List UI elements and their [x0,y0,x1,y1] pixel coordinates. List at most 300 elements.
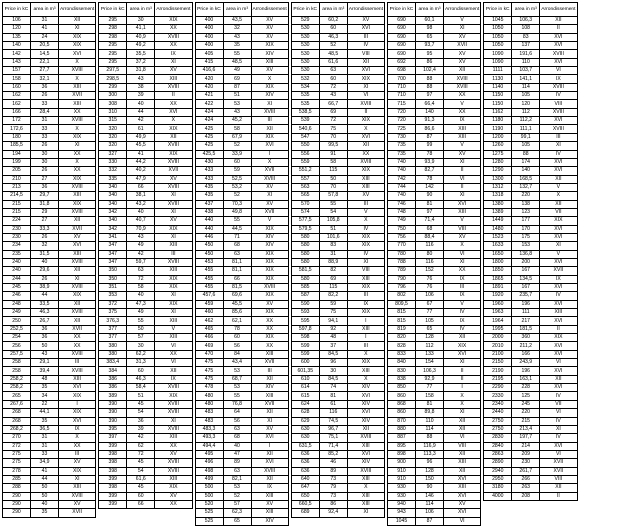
table-row [484,200,577,208]
cell-price: 715 [388,100,416,108]
table-row [388,192,481,200]
table-row [291,359,384,367]
cell-arrondissement: XVIII [540,83,577,91]
cell-price: 194 [3,150,31,158]
cell-arrondissement: XVIII [251,108,288,116]
cell-price: 400 [195,17,223,25]
cell-price: 298 [99,33,127,41]
cell-arrondissement: XIX [155,484,192,492]
cell-price: 205 [3,167,31,175]
cell-arrondissement: V [347,208,384,216]
table-row [291,217,384,225]
cell-area: 68 [416,225,444,233]
cell-arrondissement: IV [347,225,384,233]
cell-arrondissement: XVII [540,459,577,467]
cell-area: 41 [31,25,59,33]
cell-arrondissement: V [444,17,481,25]
column-header: area in m³ [319,3,347,17]
table-row [388,108,481,116]
table-row [3,183,96,191]
cell-area: 35 [31,384,59,392]
cell-area: 58 [223,125,251,133]
cell-area: 112 [416,342,444,350]
cell-price: 595 [291,317,319,325]
cell-area: 70 [319,183,347,191]
cell-arrondissement: VIII [347,50,384,58]
table-row [195,317,288,325]
cell-arrondissement: XVIII [540,108,577,116]
cell-price: 1275 [484,150,512,158]
cell-area: 106 [416,292,444,300]
cell-price: 438 [195,208,223,216]
cell-arrondissement: XV [155,175,192,183]
table-row [388,300,481,308]
cell-area: 228 [512,384,540,392]
cell-arrondissement: XVI [251,434,288,442]
cell-arrondissement: V [444,100,481,108]
cell-arrondissement: IX [155,375,192,383]
cell-price: 450 [195,242,223,250]
cell-area: 49 [223,67,251,75]
cell-arrondissement: XI [444,409,481,417]
cell-area: 29,6 [31,267,59,275]
table-row [195,334,288,342]
table-row [484,175,577,183]
cell-price: 425 [195,125,223,133]
cell-area: 59,7 [127,258,155,266]
table-row [99,58,192,66]
table-row [99,42,192,50]
table-row [195,150,288,158]
cell-price: 433 [195,175,223,183]
cell-price: 556 [291,150,319,158]
table-row [484,242,577,250]
cell-area: 86 [416,58,444,66]
cell-area: 53 [223,484,251,492]
cell-area: 26 [31,233,59,241]
cell-area: 72 [127,275,155,283]
cell-price: 868 [388,400,416,408]
table-row [291,409,384,417]
cell-price: 4000 [484,492,512,500]
cell-area: 43 [127,233,155,241]
cell-price: 636 [291,467,319,475]
cell-price: 647 [291,484,319,492]
table-row [484,17,577,25]
table-row [3,467,96,475]
cell-area: 52 [223,192,251,200]
cell-area: 106 [416,509,444,517]
cell-arrondissement: XII [540,484,577,492]
cell-price: 249 [3,309,31,317]
cell-area: 75,1 [319,434,347,442]
table-row [195,325,288,333]
table-block [98,2,192,508]
cell-arrondissement: XVI [540,158,577,166]
cell-arrondissement: X [540,192,577,200]
cell-price: 332 [99,167,127,175]
cell-price: 320 [99,142,127,150]
cell-arrondissement: X [444,242,481,250]
cell-arrondissement: XVIII [59,350,96,358]
cell-arrondissement: XIV [347,459,384,467]
cell-arrondissement: XVIII [251,467,288,475]
table-row [484,284,577,292]
cell-area: 70,3 [223,200,251,208]
cell-area: 44 [31,292,59,300]
cell-price: 525 [195,509,223,517]
cell-arrondissement: XVIII [155,384,192,392]
cell-price: 320 [99,125,127,133]
cell-area: 81 [319,392,347,400]
cell-area: 59 [223,167,251,175]
cell-area: 60 [319,75,347,83]
table-row [195,509,288,517]
cell-area: 44 [127,108,155,116]
cell-arrondissement: XVI [540,342,577,350]
cell-price: 532 [291,75,319,83]
cell-area: 60,1 [416,17,444,25]
cell-area: 83 [319,242,347,250]
cell-price: 690 [388,42,416,50]
cell-area: 52 [319,42,347,50]
cell-area: 105 [512,142,540,150]
cell-price: 399 [99,442,127,450]
table-row [3,384,96,392]
cell-area: 65 [416,325,444,333]
table-row [195,300,288,308]
cell-area: 69 [319,275,347,283]
cell-arrondissement: X [59,75,96,83]
cell-price: 898 [388,450,416,458]
table-row [3,459,96,467]
cell-price: 690 [388,50,416,58]
cell-arrondissement: XVI [540,225,577,233]
cell-arrondissement: XVIII [540,125,577,133]
cell-price: 272 [3,442,31,450]
cell-price: 815 [388,309,416,317]
cell-arrondissement: X [155,117,192,125]
cell-area: 26 [31,142,59,150]
cell-arrondissement: XIX [251,309,288,317]
table-row [291,350,384,358]
table-row [484,334,577,342]
table-row [484,375,577,383]
cell-arrondissement: XI [540,142,577,150]
cell-area: 88 [416,83,444,91]
cell-area: 27 [31,217,59,225]
cell-arrondissement: XVIII [347,467,384,475]
table-row [3,309,96,317]
cell-arrondissement: XIII [540,309,577,317]
cell-arrondissement: XIII [444,484,481,492]
cell-area: 235,7 [512,292,540,300]
table-row [99,450,192,458]
cell-arrondissement: XVI [540,367,577,375]
table-row [388,100,481,108]
table-row [99,400,192,408]
cell-area: 45 [127,459,155,467]
cell-area: 49 [127,309,155,317]
cell-area: 175 [512,233,540,241]
table-row [3,325,96,333]
cell-arrondissement: XVI [347,450,384,458]
cell-arrondissement: XVI [444,509,481,517]
table-row [291,384,384,392]
cell-area: 42 [127,434,155,442]
cell-area: 69 [223,75,251,83]
table-row [484,342,577,350]
cell-arrondissement: XII [251,125,288,133]
table-row [291,300,384,308]
cell-price: 860 [388,392,416,400]
cell-price: 629 [291,417,319,425]
cell-price: 1140 [484,83,512,91]
cell-arrondissement: XI [251,192,288,200]
cell-price: 120 [3,25,31,33]
cell-area: 101,6 [319,233,347,241]
cell-price: 340 [99,200,127,208]
table-row [3,33,96,41]
cell-price: 599 [291,342,319,350]
cell-area: 89 [223,459,251,467]
cell-arrondissement: XVIII [155,83,192,91]
table-row [195,417,288,425]
cell-price: 398 [99,484,127,492]
cell-price: 650 [291,492,319,500]
table-row [195,117,288,125]
cell-price: 453 [195,258,223,266]
cell-area: 42 [127,117,155,125]
cell-arrondissement: III [444,284,481,292]
cell-arrondissement: XII [444,67,481,75]
table-row [388,367,481,375]
cell-arrondissement: XV [251,300,288,308]
table-row [195,367,288,375]
cell-arrondissement: V [540,250,577,258]
data-table [483,2,577,501]
cell-arrondissement: XIII [59,250,96,258]
cell-area: 71 [223,233,251,241]
cell-price: 2950 [484,475,512,483]
cell-arrondissement: XII [444,425,481,433]
cell-arrondissement: XVII [59,225,96,233]
cell-price: 581,5 [291,267,319,275]
table-row [388,500,481,508]
cell-price: 1045 [484,17,512,25]
cell-area: 158 [416,392,444,400]
cell-area: 174 [512,158,540,166]
table-row [484,409,577,417]
table-row [291,325,384,333]
cell-area: 74 [319,384,347,392]
cell-area: 32 [223,25,251,33]
cell-arrondissement: IX [540,275,577,283]
table-row [99,367,192,375]
cell-area: 46,3 [319,33,347,41]
cell-price: 2100 [484,350,512,358]
cell-price: 742 [388,175,416,183]
cell-arrondissement: XV [251,17,288,25]
cell-area: 56 [223,342,251,350]
cell-price: 870 [388,417,416,425]
cell-area: 99,5 [319,142,347,150]
cell-price: 547 [291,133,319,141]
cell-price: 285 [3,475,31,483]
cell-area: 81,5 [223,284,251,292]
cell-price: 347 [99,242,127,250]
cell-arrondissement: XVII [59,325,96,333]
cell-price: 535 [291,100,319,108]
cell-area: 46,3 [127,375,155,383]
table-block [387,2,481,524]
cell-price: 162 [3,100,31,108]
table-row [484,100,577,108]
cell-area: 36 [127,417,155,425]
cell-price: 308 [99,100,127,108]
cell-price: 1523 [484,233,512,241]
table-row [484,400,577,408]
cell-area: 54 [127,467,155,475]
cell-arrondissement: XII [540,175,577,183]
cell-area: 63 [223,250,251,258]
cell-area: 82,2 [319,292,347,300]
cell-price: 600 [291,359,319,367]
cell-price: 258,2 [3,375,31,383]
table-row [291,442,384,450]
cell-arrondissement: XI [155,208,192,216]
cell-arrondissement: XVIII [59,67,96,75]
cell-arrondissement: XIX [59,175,96,183]
cell-price: 377 [99,325,127,333]
cell-area: 41 [31,467,59,475]
cell-arrondissement: X [347,375,384,383]
cell-area: 70,9 [127,225,155,233]
table-row [291,317,384,325]
cell-arrondissement: XIII [251,350,288,358]
cell-price: 215 [3,200,31,208]
cell-arrondissement: XVII [155,167,192,175]
cell-price: 459 [195,300,223,308]
cell-price: 2863 [484,450,512,458]
table-row [99,250,192,258]
cell-arrondissement: XVIII [59,367,96,375]
cell-arrondissement: IV [540,92,577,100]
table-row [388,342,481,350]
table-row [99,434,192,442]
cell-area: 196 [512,300,540,308]
table-row [291,200,384,208]
table-row [484,467,577,475]
cell-arrondissement: XI [347,258,384,266]
cell-arrondissement: XII [444,334,481,342]
cell-price: 2890 [484,459,512,467]
column-header: Arrondissement [251,3,288,17]
cell-price: 579,5 [291,225,319,233]
cell-arrondissement: XV [444,233,481,241]
table-row [388,450,481,458]
cell-arrondissement: XIX [155,284,192,292]
cell-area: 243,9 [512,359,540,367]
cell-arrondissement: IX [444,292,481,300]
table-row [3,150,96,158]
cell-area: 35,5 [127,50,155,58]
cell-arrondissement: XV [444,500,481,508]
table-row [388,325,481,333]
table-row [291,158,384,166]
cell-area: 24 [31,33,59,41]
cell-arrondissement: XV [251,67,288,75]
cell-area: 79 [319,484,347,492]
cell-area: 105,8 [319,217,347,225]
table-row [3,409,96,417]
cell-area: 140 [512,167,540,175]
cell-area: 58 [127,284,155,292]
cell-area: 154 [416,359,444,367]
cell-price: 234 [3,242,31,250]
table-row [484,300,577,308]
table-row [484,83,577,91]
cell-price: 601,35 [291,367,319,375]
cell-arrondissement: XIII [347,475,384,483]
table-row [388,467,481,475]
cell-area: 88,4 [416,233,444,241]
cell-area: 116,9 [416,442,444,450]
cell-arrondissement: XX [444,267,481,275]
cell-area: 43 [127,75,155,83]
cell-arrondissement: I [251,150,288,158]
table-row [195,267,288,275]
cell-price: 802 [388,292,416,300]
cell-area: 215 [512,417,540,425]
table-row [3,158,96,166]
cell-arrondissement: III [347,292,384,300]
table-row [484,233,577,241]
cell-price: 895 [388,442,416,450]
table-row [291,242,384,250]
cell-price: 900 [388,459,416,467]
cell-arrondissement: XVI [540,117,577,125]
cell-arrondissement: XIII [155,317,192,325]
cell-area: 66 [127,183,155,191]
cell-arrondissement: V [444,217,481,225]
table-row [3,25,96,33]
cell-price: 2195 [484,375,512,383]
table-row [99,384,192,392]
cell-area: 87 [416,133,444,141]
table-row [99,300,192,308]
cell-price: 580 [291,275,319,283]
table-block [2,2,96,516]
cell-arrondissement: XII [59,317,96,325]
table-row [388,409,481,417]
cell-arrondissement: XVIII [155,459,192,467]
cell-arrondissement: XIX [59,392,96,400]
cell-area: 114 [416,500,444,508]
column-header: Arrondissement [444,3,481,17]
cell-area: 71,4 [319,442,347,450]
cell-price: 756 [388,233,416,241]
cell-price: 430 [195,158,223,166]
cell-price: 710 [388,83,416,91]
cell-price: 631,5 [291,442,319,450]
cell-area: 81,1 [223,258,251,266]
cell-price: 335 [99,175,127,183]
cell-area: 59 [319,300,347,308]
cell-area: 245 [512,400,540,408]
cell-price: 720 [388,108,416,116]
cell-area: 46 [319,459,347,467]
